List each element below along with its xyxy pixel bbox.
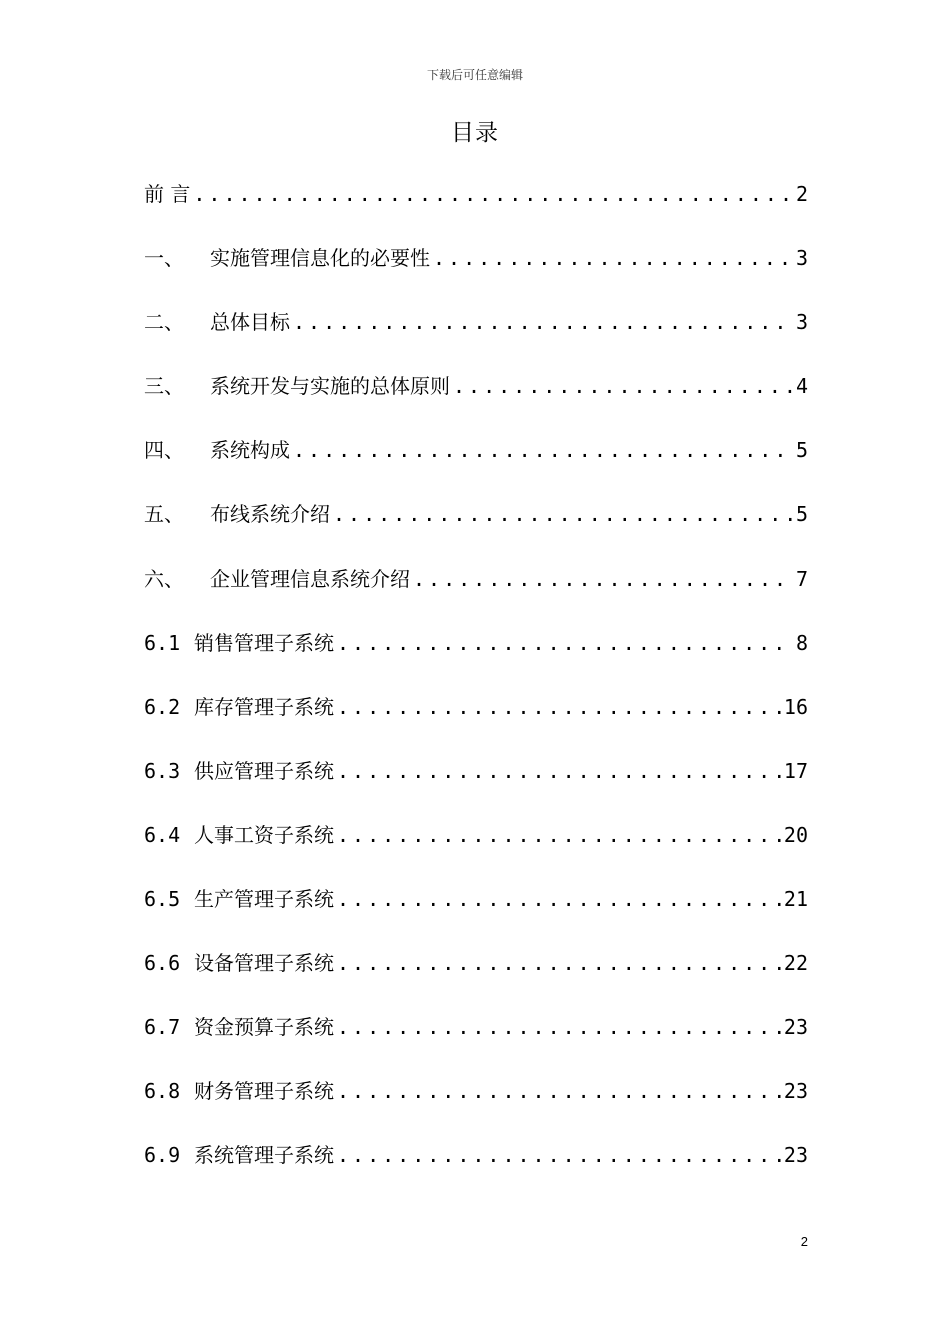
toc-entry[interactable] bbox=[144, 496, 808, 560]
toc-dot-leader bbox=[413, 561, 793, 597]
toc-entry-page: 23 bbox=[783, 1015, 808, 1040]
toc-entry-title: 销售管理子系统 bbox=[194, 630, 334, 655]
toc-entry-number: 四、 bbox=[144, 438, 184, 463]
toc-entry[interactable] bbox=[144, 304, 808, 368]
page-number: 2 bbox=[800, 1234, 808, 1249]
toc-dot-leader bbox=[337, 753, 781, 789]
toc-entry-number: 6.4 bbox=[144, 822, 181, 847]
toc-entry-number: 6.9 bbox=[144, 1143, 181, 1168]
toc-entry-title: 系统开发与实施的总体原则 bbox=[210, 374, 450, 399]
toc-entry-page: 3 bbox=[795, 246, 808, 271]
toc-dot-leader bbox=[333, 496, 793, 532]
toc-entry-page: 22 bbox=[783, 951, 808, 976]
toc-entry-title: 系统管理子系统 bbox=[194, 1143, 334, 1168]
toc-entry-title: 企业管理信息系统介绍 bbox=[210, 566, 410, 591]
toc-dot-leader bbox=[433, 240, 793, 276]
toc-entry-title: 库存管理子系统 bbox=[194, 694, 334, 719]
toc-entry[interactable] bbox=[144, 817, 808, 881]
toc-entry-title: 设备管理子系统 bbox=[194, 951, 334, 976]
toc-dot-leader bbox=[293, 304, 793, 340]
toc-entry-number: 六、 bbox=[144, 566, 184, 591]
toc-entry[interactable] bbox=[144, 881, 808, 945]
toc-entry-title: 供应管理子系统 bbox=[194, 758, 334, 783]
toc-dot-leader bbox=[337, 625, 793, 661]
toc-entry[interactable] bbox=[144, 945, 808, 1009]
toc-entry[interactable] bbox=[144, 368, 808, 432]
toc-entry-number: 一、 bbox=[144, 246, 184, 271]
toc-entry[interactable] bbox=[144, 240, 808, 304]
toc-entry[interactable] bbox=[144, 432, 808, 496]
toc-entry-title: 总体目标 bbox=[210, 310, 290, 335]
toc-dot-leader bbox=[293, 432, 793, 468]
toc-entry-number: 6.2 bbox=[144, 694, 181, 719]
toc-entry-title: 生产管理子系统 bbox=[194, 887, 334, 912]
toc-entry-page: 8 bbox=[795, 630, 808, 655]
toc-entry-page: 5 bbox=[795, 438, 808, 463]
toc-dot-leader bbox=[337, 945, 781, 981]
header-note: 下载后可任意编辑 bbox=[426, 68, 523, 82]
toc-entry-number: 五、 bbox=[144, 502, 184, 527]
toc-entry-number: 6.5 bbox=[144, 887, 181, 912]
toc-dot-leader bbox=[337, 689, 781, 725]
toc-entry-page: 5 bbox=[795, 502, 808, 527]
toc-entry-page: 23 bbox=[783, 1079, 808, 1104]
toc-entry-page: 4 bbox=[795, 374, 808, 399]
toc-dot-leader bbox=[337, 1009, 781, 1045]
toc-dot-leader bbox=[337, 1073, 781, 1109]
toc-dot-leader bbox=[337, 1137, 781, 1173]
toc-entry-page: 23 bbox=[783, 1143, 808, 1168]
toc-entry-number: 二、 bbox=[144, 310, 184, 335]
toc-entry-title: 财务管理子系统 bbox=[194, 1079, 334, 1104]
toc-dot-leader bbox=[337, 881, 781, 917]
toc-dot-leader bbox=[193, 176, 793, 212]
toc-entry-title: 人事工资子系统 bbox=[194, 822, 334, 847]
toc-entry[interactable] bbox=[144, 753, 808, 817]
toc-entry-number: 三、 bbox=[144, 374, 184, 399]
toc-entry-page: 21 bbox=[783, 887, 808, 912]
toc-entry[interactable] bbox=[144, 689, 808, 753]
toc-entry-title: 资金预算子系统 bbox=[194, 1015, 334, 1040]
page-title: 目录 bbox=[451, 120, 499, 146]
toc-entry-number: 6.1 bbox=[144, 630, 181, 655]
toc-entry[interactable] bbox=[144, 176, 808, 240]
toc-entry[interactable] bbox=[144, 1137, 808, 1201]
table-of-contents bbox=[144, 176, 808, 1202]
toc-entry-page: 3 bbox=[795, 310, 808, 335]
toc-entry-page: 16 bbox=[783, 694, 808, 719]
toc-entry-number: 6.7 bbox=[144, 1015, 181, 1040]
toc-entry-number: 6.3 bbox=[144, 758, 181, 783]
toc-entry-number: 前 言 bbox=[144, 182, 191, 206]
toc-entry[interactable] bbox=[144, 1009, 808, 1073]
toc-entry-page: 7 bbox=[795, 566, 808, 591]
toc-entry[interactable] bbox=[144, 1073, 808, 1137]
toc-entry-number: 6.8 bbox=[144, 1079, 181, 1104]
toc-entry-title: 布线系统介绍 bbox=[210, 502, 330, 527]
toc-entry-number: 6.6 bbox=[144, 951, 181, 976]
toc-entry-page: 17 bbox=[783, 758, 808, 783]
toc-entry[interactable] bbox=[144, 625, 808, 689]
toc-entry-title: 实施管理信息化的必要性 bbox=[210, 246, 430, 271]
toc-dot-leader bbox=[337, 817, 781, 853]
toc-entry-page: 2 bbox=[795, 182, 808, 206]
toc-entry[interactable] bbox=[144, 561, 808, 625]
toc-entry-title: 系统构成 bbox=[210, 438, 290, 463]
toc-entry-page: 20 bbox=[783, 822, 808, 847]
toc-dot-leader bbox=[453, 368, 793, 404]
